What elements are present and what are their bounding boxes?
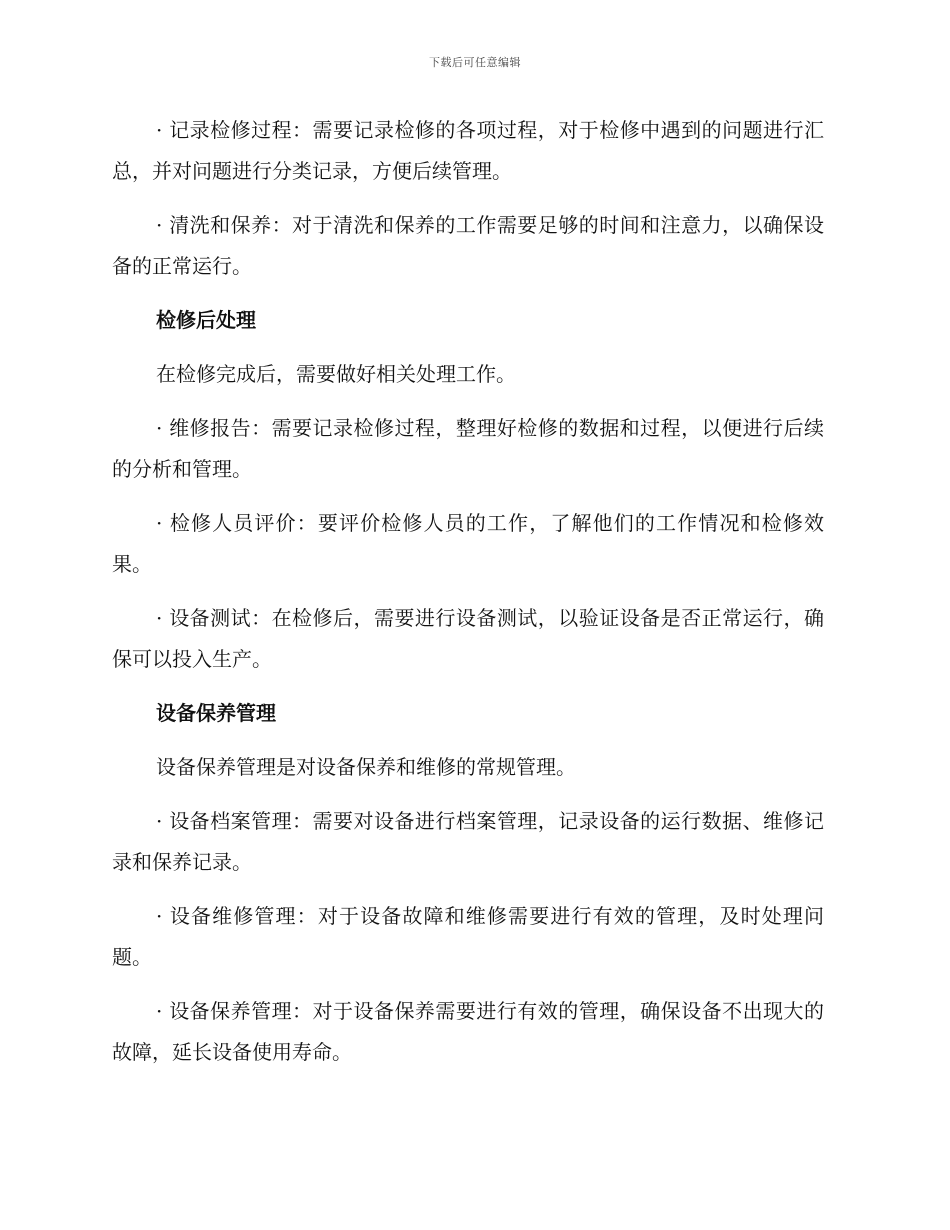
paragraph-repair-management: · 设备维修管理：对于设备故障和维修需要进行有效的管理，及时处理问题。 [112,904,824,969]
paragraph-post-repair-intro: 在检修完成后，需要做好相关处理工作。 [156,362,516,386]
paragraph-maintenance-intro: 设备保养管理是对设备保养和维修的常规管理。 [156,755,576,779]
paragraph-cleaning-maintenance: · 清洗和保养：对于清洗和保养的工作需要足够的时间和注意力，以确保设备的正常运行。 [112,213,824,278]
paragraph-archive-management: · 设备档案管理：需要对设备进行档案管理，记录设备的运行数据、维修记录和保养记录。 [112,809,824,874]
page-header: 下载后可任意编辑 [429,56,521,69]
document-body [112,110,824,1086]
paragraph-repair-report: · 维修报告：需要记录检修过程，整理好检修的数据和过程，以便进行后续的分析和管理。 [112,416,824,481]
paragraph-upkeep-management: · 设备保养管理：对于设备保养需要进行有效的管理，确保设备不出现大的故障，延长设备使用寿命。 [112,999,824,1064]
paragraph-equipment-test: · 设备测试：在检修后，需要进行设备测试，以验证设备是否正常运行，确保可以投入生产。 [112,606,824,671]
section-heading-post-repair: 检修后处理 [156,308,256,332]
section-heading-equipment-maintenance: 设备保养管理 [156,701,276,725]
paragraph-record-process: · 记录检修过程：需要记录检修的各项过程，对于检修中遇到的问题进行汇总，并对问题进行分类记录，方便后续管理。 [112,118,824,183]
paragraph-staff-evaluation: · 检修人员评价：要评价检修人员的工作，了解他们的工作情况和检修效果。 [112,511,824,576]
